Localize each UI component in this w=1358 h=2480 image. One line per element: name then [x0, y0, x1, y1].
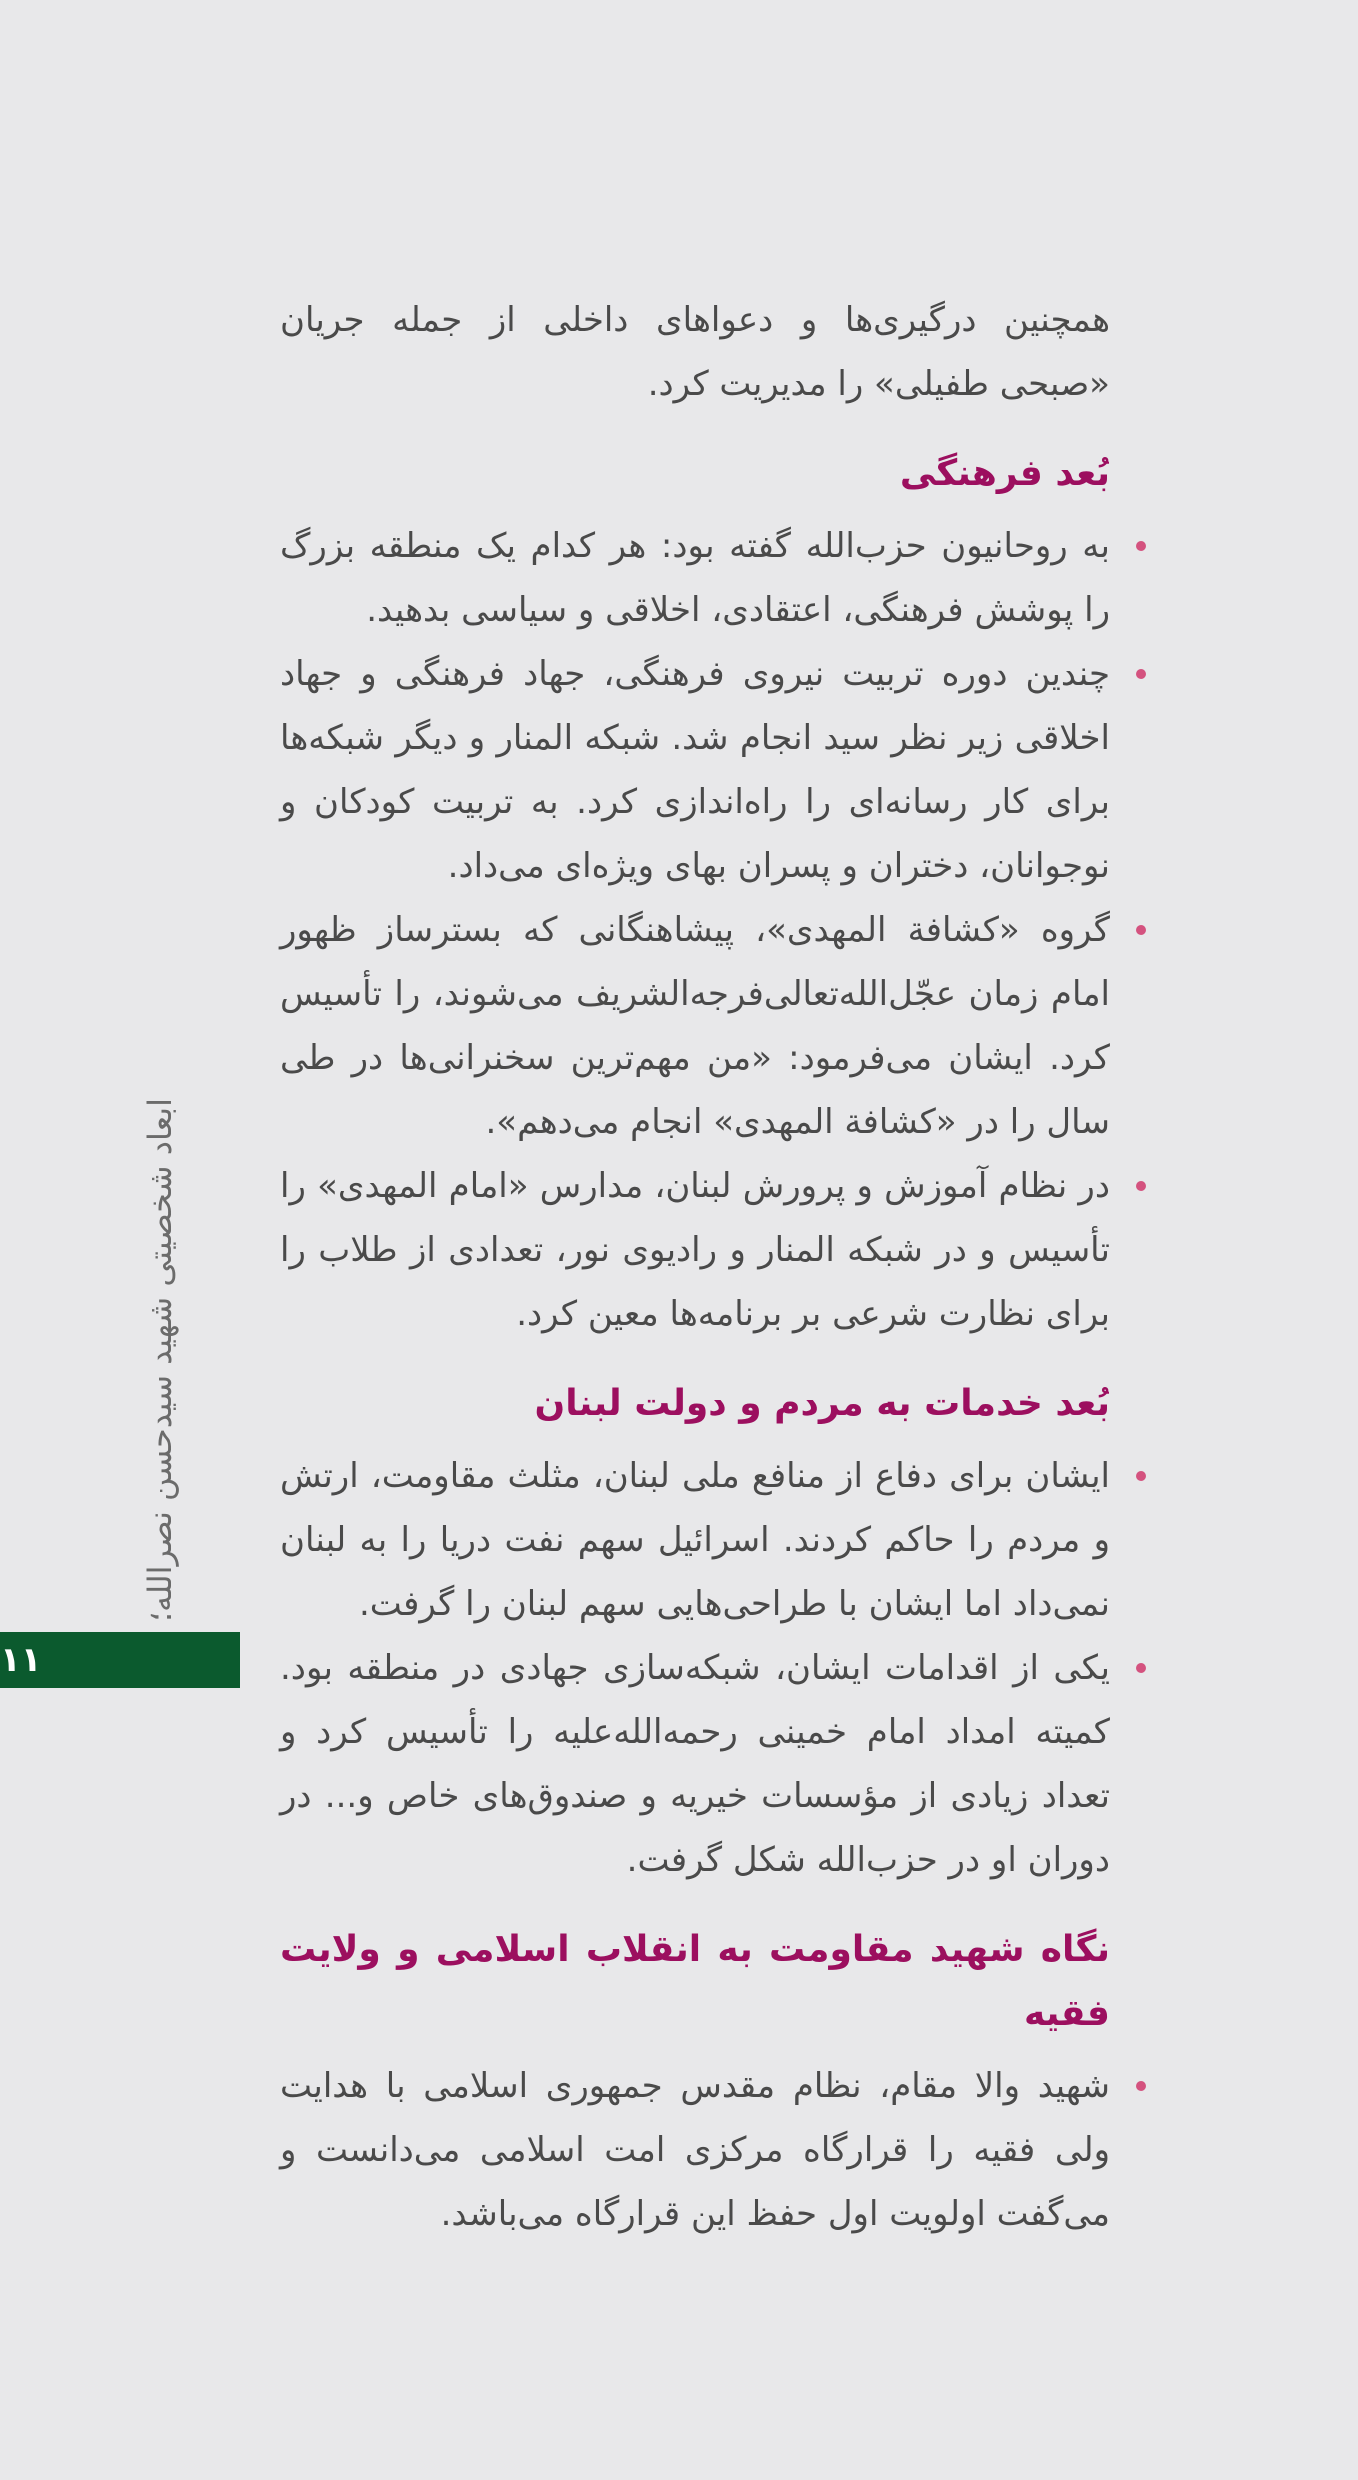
list-item: ایشان برای دفاع از منافع ملی لبنان، مثلث مقاومت، ارتش و مردم را حاکم کردند. اسرائیل سهم نفت دریا را به لبنان نمی‌داد اما ایشان با طراحی‌هایی سهم لبنان را گرفت.: [280, 1444, 1110, 1636]
running-title: [130, 1100, 190, 1620]
bullet-list: [280, 514, 1110, 1346]
section-heading: نگاه شهید مقاومت به انقلاب اسلامی و ولایت فقیه: [280, 1929, 1110, 2034]
section-revolution: [280, 1918, 1110, 2246]
list-item: شهید والا مقام، نظام مقدس جمهوری اسلامی با هدایت ولی فقیه را قرارگاه مرکزی امت اسلامی می‌دانست و می‌گفت اولویت اول حفظ این قرارگاه می‌باشد.: [280, 2054, 1110, 2246]
running-title-text: ابعاد شخصیتی شهید سیدحسن نصرالله؛: [141, 1098, 179, 1622]
list-item: در نظام آموزش و پرورش لبنان، مدارس «امام المهدی» را تأسیس و در شبکه المنار و رادیوی نور، تعدادی از طلاب را برای نظارت شرعی بر برنامه‌ها معین کرد.: [280, 1154, 1110, 1346]
section-cultural: [280, 442, 1110, 1346]
list-item: گروه «کشافة المهدی»، پیشاهنگانی که بسترساز ظهور امام زمان عجّل‌الله‌تعالی‌فرجه‌الشریف می‌شوند، را تأسیس کرد. ایشان می‌فرمود: «من مهم‌ترین سخنرانی‌ها در طی سال را در «کشافة المهدی» انجام می‌دهم».: [280, 898, 1110, 1154]
list-item: یکی از اقدامات ایشان، شبکه‌سازی جهادی در منطقه بود. کمیته امداد امام خمینی رحمه‌الله‌علیه را تأسیس کرد و تعداد زیادی از مؤسسات خیریه و صندوق‌های خاص و... در دوران او در حزب‌الله شکل گرفت.: [280, 1636, 1110, 1892]
list-item: چندین دوره تربیت نیروی فرهنگی، جهاد فرهنگی و جهاد اخلاقی زیر نظر سید انجام شد. شبکه المنار و دیگر شبکه‌ها برای کار رسانه‌ای را راه‌اندازی کرد. به تربیت کودکان و نوجوانان، دختران و پسران بهای ویژه‌ای می‌داد.: [280, 642, 1110, 898]
intro-paragraph: همچنین درگیری‌ها و دعواهای داخلی از جمله جریان «صبحی طفیلی» را مدیریت کرد.: [280, 300, 1110, 404]
page-number-tab: [0, 1632, 240, 1688]
section-services: [280, 1372, 1110, 1892]
bullet-list: [280, 2054, 1110, 2246]
list-item: به روحانیون حزب‌الله گفته بود: هر کدام یک منطقه بزرگ را پوشش فرهنگی، اعتقادی، اخلاقی و سیاسی بدهید.: [280, 514, 1110, 642]
page-body: [280, 288, 1110, 2246]
bullet-list: [280, 1444, 1110, 1892]
section-heading: بُعد فرهنگی: [899, 453, 1110, 494]
section-heading: بُعد خدمات به مردم و دولت لبنان: [534, 1383, 1110, 1424]
page-number: ۱۱: [0, 1640, 42, 1680]
